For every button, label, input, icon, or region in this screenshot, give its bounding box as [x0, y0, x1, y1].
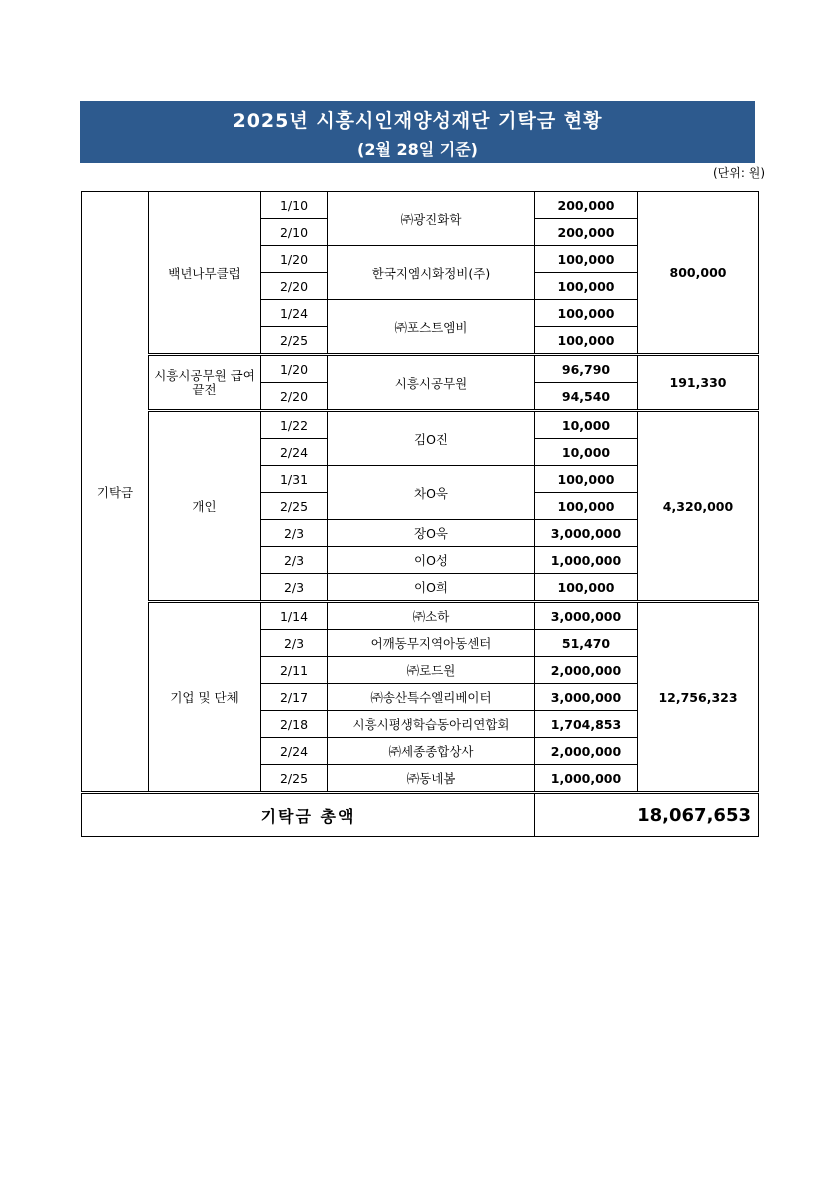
date-cell: 2/3 — [261, 520, 328, 547]
date-cell: 2/18 — [261, 711, 328, 738]
donor-name: ㈜동네봄 — [328, 765, 535, 793]
group-subtotal: 191,330 — [638, 355, 759, 411]
date-cell: 2/20 — [261, 383, 328, 411]
donor-name: ㈜포스트엠비 — [328, 300, 535, 355]
amount-cell: 10,000 — [535, 439, 638, 466]
donor-name: 한국지엠시화정비(주) — [328, 246, 535, 300]
amount-cell: 51,470 — [535, 630, 638, 657]
amount-cell: 94,540 — [535, 383, 638, 411]
date-cell: 2/25 — [261, 493, 328, 520]
amount-cell: 100,000 — [535, 273, 638, 300]
amount-cell: 200,000 — [535, 192, 638, 219]
total-label: 기탁금 총액 — [82, 793, 535, 837]
table-row — [82, 602, 759, 630]
table-row — [82, 355, 759, 383]
donor-name: ㈜세종종합상사 — [328, 738, 535, 765]
donor-name: 차O욱 — [328, 466, 535, 520]
date-cell: 2/24 — [261, 738, 328, 765]
table-row — [82, 411, 759, 439]
donor-name: 시흥시공무원 — [328, 355, 535, 411]
date-cell: 1/22 — [261, 411, 328, 439]
donor-name: 장O욱 — [328, 520, 535, 547]
donor-name: 시흥시평생학습동아리연합회 — [328, 711, 535, 738]
donor-name: ㈜로드원 — [328, 657, 535, 684]
date-cell: 2/17 — [261, 684, 328, 711]
amount-cell: 2,000,000 — [535, 657, 638, 684]
date-cell: 2/3 — [261, 547, 328, 574]
donor-name: 어깨동무지역아동센터 — [328, 630, 535, 657]
date-cell: 2/25 — [261, 327, 328, 355]
amount-cell: 3,000,000 — [535, 684, 638, 711]
date-cell: 1/24 — [261, 300, 328, 327]
amount-cell: 100,000 — [535, 327, 638, 355]
group-label: 백년나무클럽 — [149, 192, 261, 355]
amount-cell: 1,000,000 — [535, 547, 638, 574]
main-category-cell: 기탁금 — [82, 192, 149, 793]
amount-cell: 1,704,853 — [535, 711, 638, 738]
page-subtitle: (2월 28일 기준) — [357, 140, 478, 159]
group-subtotal: 12,756,323 — [638, 602, 759, 793]
donor-name: ㈜소하 — [328, 602, 535, 630]
amount-cell: 3,000,000 — [535, 520, 638, 547]
date-cell: 1/20 — [261, 246, 328, 273]
amount-cell: 2,000,000 — [535, 738, 638, 765]
date-cell: 1/31 — [261, 466, 328, 493]
amount-cell: 96,790 — [535, 355, 638, 383]
table-row — [82, 192, 759, 219]
donor-name: 이O희 — [328, 574, 535, 602]
page-title: 2025년 시흥시인재양성재단 기탁금 현황 — [232, 110, 603, 132]
date-cell: 2/3 — [261, 630, 328, 657]
unit-label: (단위: 원) — [713, 166, 765, 180]
group-label: 시흥시공무원 급여끝전 — [149, 355, 261, 411]
date-cell: 2/20 — [261, 273, 328, 300]
title-banner — [80, 101, 755, 163]
amount-cell: 1,000,000 — [535, 765, 638, 793]
group-subtotal: 800,000 — [638, 192, 759, 355]
donor-name: 김O진 — [328, 411, 535, 466]
date-cell: 2/10 — [261, 219, 328, 246]
amount-cell: 100,000 — [535, 246, 638, 273]
total-row — [82, 793, 759, 837]
donor-name: ㈜광진화학 — [328, 192, 535, 246]
date-cell: 1/20 — [261, 355, 328, 383]
group-label: 기업 및 단체 — [149, 602, 261, 793]
date-cell: 1/14 — [261, 602, 328, 630]
amount-cell: 3,000,000 — [535, 602, 638, 630]
group-subtotal: 4,320,000 — [638, 411, 759, 602]
amount-cell: 100,000 — [535, 300, 638, 327]
amount-cell: 100,000 — [535, 493, 638, 520]
amount-cell: 100,000 — [535, 574, 638, 602]
amount-cell: 100,000 — [535, 466, 638, 493]
total-amount: 18,067,653 — [535, 793, 759, 837]
donor-name: ㈜송산특수엘리베이터 — [328, 684, 535, 711]
date-cell: 2/11 — [261, 657, 328, 684]
donation-table — [81, 191, 759, 837]
donor-name: 이O성 — [328, 547, 535, 574]
date-cell: 2/3 — [261, 574, 328, 602]
amount-cell: 10,000 — [535, 411, 638, 439]
amount-cell: 200,000 — [535, 219, 638, 246]
date-cell: 2/25 — [261, 765, 328, 793]
date-cell: 1/10 — [261, 192, 328, 219]
group-label: 개인 — [149, 411, 261, 602]
date-cell: 2/24 — [261, 439, 328, 466]
